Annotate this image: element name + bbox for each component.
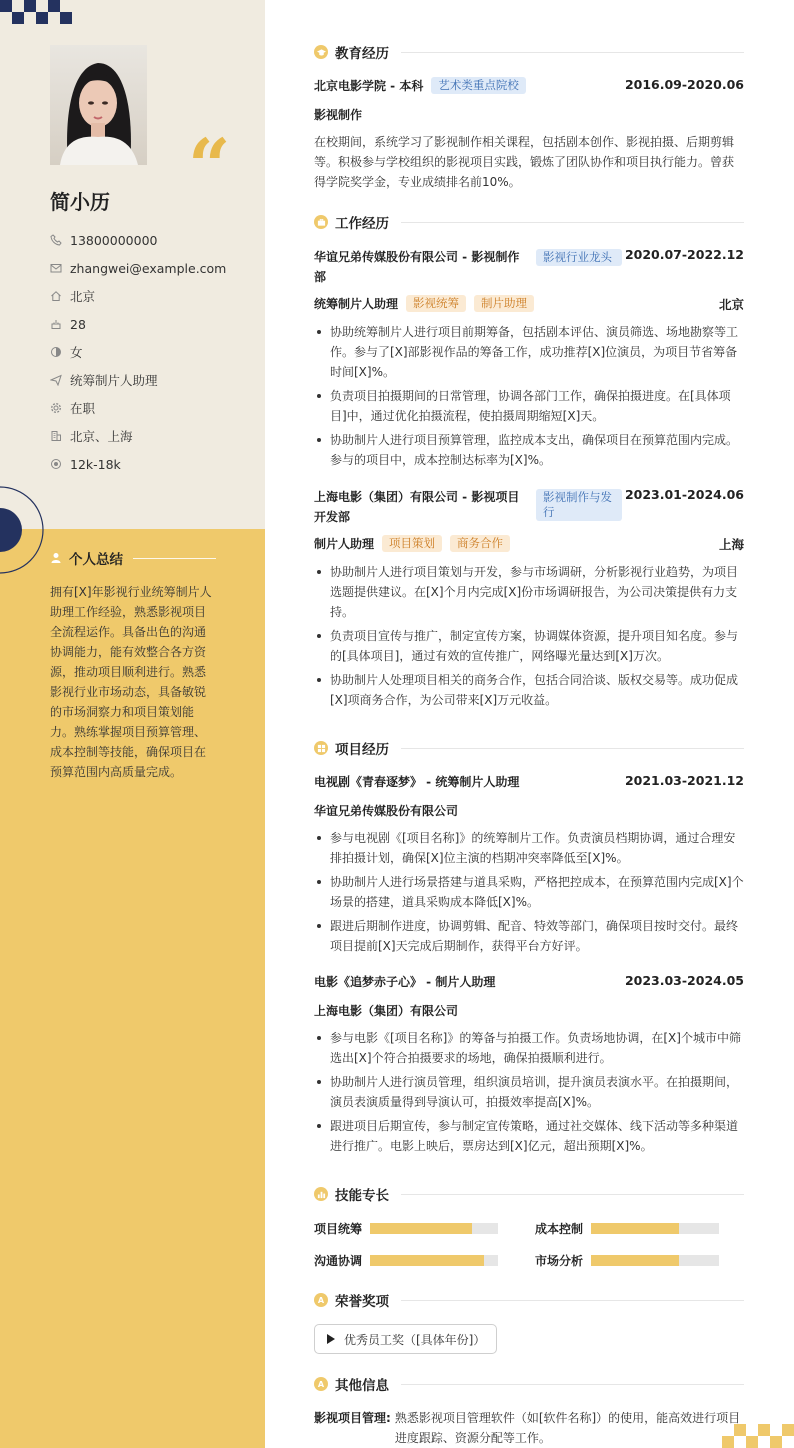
other-label: 影视项目管理: bbox=[314, 1411, 391, 1425]
education-header bbox=[314, 77, 744, 94]
grid-icon bbox=[314, 741, 328, 755]
skill-tag: 项目策划 bbox=[382, 535, 442, 552]
profile-name: 简小历 bbox=[50, 190, 110, 214]
job-tag: 影视制作与发行 bbox=[536, 489, 622, 521]
other-info-row bbox=[314, 1408, 744, 1448]
job-role-row bbox=[314, 535, 744, 553]
section-divider bbox=[401, 748, 744, 749]
skill-bar bbox=[370, 1255, 498, 1266]
home-icon bbox=[50, 290, 62, 302]
skill-bar bbox=[591, 1255, 719, 1266]
skill-label: 成本控制 bbox=[535, 1222, 584, 1236]
project-name: 电影《追梦赤子心》 - 制片人助理 bbox=[314, 975, 496, 989]
summary-title: 个人总结 bbox=[69, 552, 123, 568]
person-icon bbox=[50, 552, 62, 564]
expand-arrow-icon bbox=[327, 1334, 335, 1344]
gender-icon bbox=[50, 346, 62, 358]
list-item: 负责项目宣传与推广，制定宣传方案，协调媒体资源，提升项目知名度。参与的[具体项目]，通过有效的宣传推广，网络曝光量达到[X]万次。 bbox=[314, 626, 744, 666]
job-header bbox=[314, 487, 744, 527]
avatar bbox=[50, 45, 147, 165]
phone-row bbox=[50, 226, 226, 254]
honor-label: 优秀员工奖（[具体年份]） bbox=[344, 1332, 486, 1347]
location-row bbox=[50, 422, 226, 450]
job-tag: 影视行业龙头 bbox=[536, 249, 622, 266]
age-row bbox=[50, 310, 226, 338]
job-company: 上海电影（集团）有限公司 - 影视项目开发部 bbox=[314, 490, 520, 524]
summary-text: 拥有[X]年影视行业统筹制片人助理工作经验，熟悉影视项目全流程运作。具备出色的沟通协调能力，能有效整合各方资源，推动项目顺利进行。熟悉影视行业市场动态，具备敏锐的市场洞察力和项目策划能力。熟练掌握项目预算管理、成本控制等技能，确保项目在预算范围内高质量完成。 bbox=[50, 585, 212, 779]
honors-title: 荣誉奖项 bbox=[335, 1294, 389, 1310]
list-item: 参与电影《[项目名称]》的筹备与拍摄工作。负责场地协调，在[X]个城市中筛选出[X]个符合拍摄要求的场地，确保拍摄顺利进行。 bbox=[314, 1028, 744, 1068]
skill-bar-fill bbox=[370, 1223, 472, 1234]
project-name: 电视剧《青春逐梦》 - 统筹制片人助理 bbox=[314, 775, 520, 789]
projects-title: 项目经历 bbox=[335, 742, 389, 758]
email-row bbox=[50, 254, 226, 282]
gear-icon bbox=[50, 402, 62, 414]
position-value: 统筹制片人助理 bbox=[70, 373, 158, 388]
skill-bar bbox=[370, 1223, 498, 1234]
section-divider bbox=[401, 1194, 744, 1195]
job-header bbox=[314, 247, 744, 287]
other-title: 其他信息 bbox=[335, 1378, 389, 1394]
graduation-cap-icon bbox=[314, 45, 328, 59]
list-item: 参与电视剧《[项目名称]》的统筹制片工作。负责演员档期协调，通过合理安排拍摄计划，确保[X]位主演的档期冲突率降低至[X]%。 bbox=[314, 828, 744, 868]
position-row bbox=[50, 366, 226, 394]
skill-item bbox=[535, 1220, 719, 1237]
gender-row bbox=[50, 338, 226, 366]
briefcase-icon bbox=[314, 215, 328, 229]
list-item: 跟进后期制作进度，协调剪辑、配音、特效等部门，确保项目按时交付。最终项目提前[X]天完成后期制作，获得平台方好评。 bbox=[314, 916, 744, 956]
honor-item[interactable] bbox=[314, 1324, 497, 1354]
coin-icon bbox=[50, 458, 62, 470]
summary-divider bbox=[133, 558, 216, 559]
skill-label: 沟通协调 bbox=[314, 1254, 363, 1268]
status-value: 在职 bbox=[70, 401, 96, 416]
building-icon bbox=[50, 430, 62, 442]
list-item: 协助制片人进行演员管理，组织演员培训，提升演员表演水平。在拍摄期间，演员表演质量得到导演认可，拍摄效率提高[X]%。 bbox=[314, 1072, 744, 1112]
send-icon bbox=[50, 374, 62, 386]
age-value: 28 bbox=[70, 316, 86, 332]
job-city: 北京 bbox=[718, 297, 744, 312]
salary-row bbox=[50, 450, 226, 478]
project-company: 上海电影（集团）有限公司 bbox=[314, 1004, 459, 1018]
list-item: 协助制片人处理项目相关的商务合作，包括合同洽谈、版权交易等。成功促成[X]项商务合作，为公司带来[X]万元收益。 bbox=[314, 670, 744, 710]
other-text: 熟悉影视项目管理软件（如[软件名称]）的使用，能高效进行项目进度跟踪、资源分配等工作。 bbox=[394, 1411, 741, 1445]
hometown-value: 北京 bbox=[70, 289, 96, 304]
job-role: 制片人助理 bbox=[314, 537, 375, 551]
education-heading bbox=[314, 42, 744, 62]
list-item: 跟进项目后期宣传，参与制定宣传策略，通过社交媒体、线下活动等多种渠道进行推广。电影上映后，票房达到[X]亿元，超出预期[X]%。 bbox=[314, 1116, 744, 1156]
honors-heading bbox=[314, 1290, 744, 1310]
education-title: 教育经历 bbox=[335, 46, 389, 62]
skill-item bbox=[535, 1252, 719, 1269]
hometown-row bbox=[50, 282, 226, 310]
decorative-circle bbox=[0, 486, 44, 574]
skill-tag: 制片助理 bbox=[474, 295, 534, 312]
job-date: 2023.01-2024.06 bbox=[624, 487, 744, 502]
school-name: 北京电影学院 - 本科 bbox=[314, 79, 424, 93]
location-value: 北京、上海 bbox=[70, 429, 133, 444]
list-item: 协助制片人进行项目预算管理，监控成本支出，确保项目在预算范围内完成。参与的项目中，成本控制达标率为[X]%。 bbox=[314, 430, 744, 470]
phone-icon bbox=[50, 234, 62, 246]
skill-bar-fill bbox=[591, 1223, 679, 1234]
list-item: 协助统筹制片人进行项目前期筹备，包括剧本评估、演员筛选、场地勘察等工作。参与了[X]部影视作品的筹备工作，成功推荐[X]位演员，为项目节省筹备时间[X]%。 bbox=[314, 322, 744, 382]
project-date: 2023.03-2024.05 bbox=[624, 973, 744, 988]
email-value: zhangwei@example.com bbox=[70, 260, 227, 276]
award-icon: A bbox=[314, 1293, 328, 1307]
work-heading bbox=[314, 212, 744, 232]
skills-title: 技能专长 bbox=[335, 1188, 389, 1204]
checker-pattern bbox=[0, 0, 76, 24]
info-icon: A bbox=[314, 1377, 328, 1391]
work-title: 工作经历 bbox=[335, 216, 389, 232]
status-row bbox=[50, 394, 226, 422]
decorative-circle-top bbox=[718, 0, 794, 38]
skills-heading bbox=[314, 1184, 744, 1204]
job-date: 2020.07-2022.12 bbox=[624, 247, 744, 262]
projects-heading bbox=[314, 738, 744, 758]
education-desc: 在校期间，系统学习了影视制作相关课程，包括剧本创作、影视拍摄、后期剪辑等。积极参与学校组织的影视项目实践，锻炼了团队协作和项目执行能力。曾获得学院奖学金，专业成绩排名前10%。 bbox=[314, 135, 735, 189]
job-role-row bbox=[314, 295, 744, 313]
skill-item bbox=[314, 1220, 498, 1237]
phone-value: 13800000000 bbox=[70, 232, 158, 248]
skill-tag: 商务合作 bbox=[450, 535, 510, 552]
section-divider bbox=[401, 222, 744, 223]
skill-bar bbox=[591, 1223, 719, 1234]
salary-value: 12k-18k bbox=[70, 456, 121, 472]
contact-info bbox=[50, 226, 226, 478]
section-divider bbox=[401, 52, 744, 53]
job-company: 华谊兄弟传媒股份有限公司 - 影视制作部 bbox=[314, 250, 520, 284]
skill-bar-fill bbox=[591, 1255, 679, 1266]
sidebar bbox=[0, 0, 265, 1448]
project-company: 华谊兄弟传媒股份有限公司 bbox=[314, 804, 459, 818]
section-divider bbox=[401, 1384, 744, 1385]
section-divider bbox=[401, 1300, 744, 1301]
summary-heading bbox=[50, 548, 216, 568]
mail-icon bbox=[50, 262, 62, 274]
job-role: 统筹制片人助理 bbox=[314, 297, 399, 311]
project-header bbox=[314, 973, 744, 990]
chart-icon bbox=[314, 1187, 328, 1201]
job-city: 上海 bbox=[718, 537, 744, 552]
project-header bbox=[314, 773, 744, 790]
gender-value: 女 bbox=[70, 345, 83, 360]
other-heading bbox=[314, 1374, 744, 1394]
list-item: 协助制片人进行场景搭建与道具采购，严格把控成本，在预算范围内完成[X]个场景的搭建，道具采购成本降低[X]%。 bbox=[314, 872, 744, 912]
skill-tag: 影视统筹 bbox=[406, 295, 466, 312]
education-date: 2016.09-2020.06 bbox=[624, 77, 744, 92]
skill-label: 项目统筹 bbox=[314, 1222, 363, 1236]
skill-item bbox=[314, 1252, 498, 1269]
skill-label: 市场分析 bbox=[535, 1254, 584, 1268]
cake-icon bbox=[50, 318, 62, 330]
list-item: 协助制片人进行项目策划与开发，参与市场调研，分析影视行业趋势，为项目选题提供建议。在[X]个月内完成[X]份市场调研报告，为公司决策提供有力支持。 bbox=[314, 562, 744, 622]
project-date: 2021.03-2021.12 bbox=[624, 773, 744, 788]
school-tag: 艺术类重点院校 bbox=[431, 77, 526, 94]
quote-mark: “ bbox=[188, 124, 231, 210]
list-item: 负责项目拍摄期间的日常管理，协调各部门工作，确保拍摄进度。在[具体项目]中，通过优化拍摄流程，使拍摄周期缩短[X]天。 bbox=[314, 386, 744, 426]
education-major: 影视制作 bbox=[314, 108, 363, 122]
skill-bar-fill bbox=[370, 1255, 484, 1266]
